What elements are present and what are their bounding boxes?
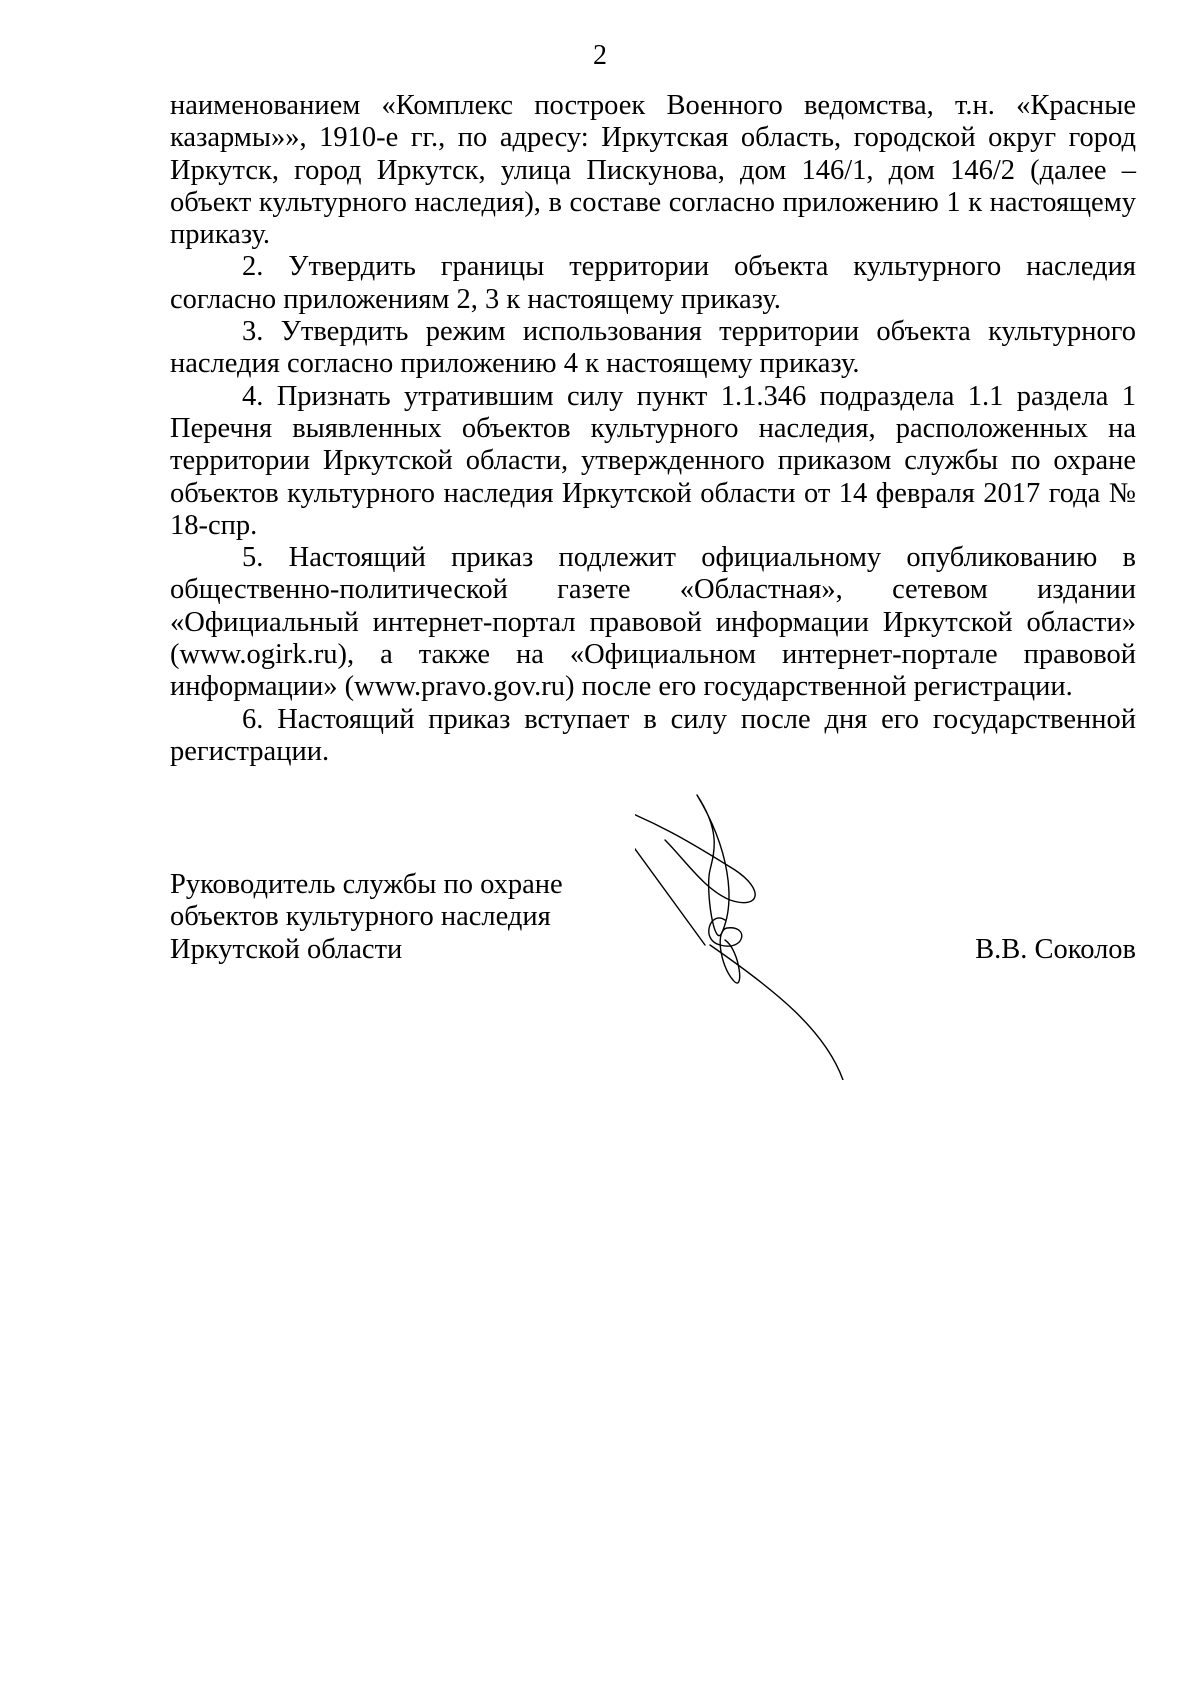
paragraph-continuation: наименованием «Комплекс построек Военного ведомства, т.н. «Красные казармы»», 1910-е гг., по адресу: Иркутская область, городской округ город Иркутск, город Иркутск, улица Пискунова, дом 146/1, дом 146/2 (далее – объект культурного наследия), в составе согласно приложению 1 к настоящему приказу. [170,90,1136,251]
document-body [170,90,1136,768]
signer-position-line: Руководитель службы по охране [170,869,563,900]
paragraph-item-4: 4. Признать утратившим силу пункт 1.1.346 подраздела 1.1 раздела 1 Перечня выявленных объектов культурного наследия, расположенных на территории Иркутской области, утвержденного приказом службы по охране объектов культурного наследия Иркутской области от 14 февраля 2017 года № 18-спр. [170,380,1136,541]
handwritten-signature [635,790,925,1080]
signer-position [170,869,563,966]
page-number: 2 [593,40,607,71]
signer-name: В.В. Соколов [975,933,1136,965]
signer-position-line: Иркутской области [170,933,403,965]
paragraph-item-5: 5. Настоящий приказ подлежит официальному опубликованию в общественно-политической газете «Областная», сетевом издании «Официальный интернет-портал правовой информации Иркутской области» (www.ogirk.ru), а также на «Официальном интернет-портале правовой информации» (www.pravo.gov.ru) после его государственной регистрации. [170,542,1136,703]
paragraph-item-2: 2. Утвердить границы территории объекта культурного наследия согласно приложениям 2, 3 к настоящему приказу. [170,251,1136,315]
paragraph-item-6: 6. Настоящий приказ вступает в силу после дня его государственной регистрации. [170,703,1136,767]
paragraph-item-3: 3. Утвердить режим использования территории объекта культурного наследия согласно приложению 4 к настоящему приказу. [170,316,1136,380]
signer-position-line: объектов культурного наследия [170,901,551,933]
